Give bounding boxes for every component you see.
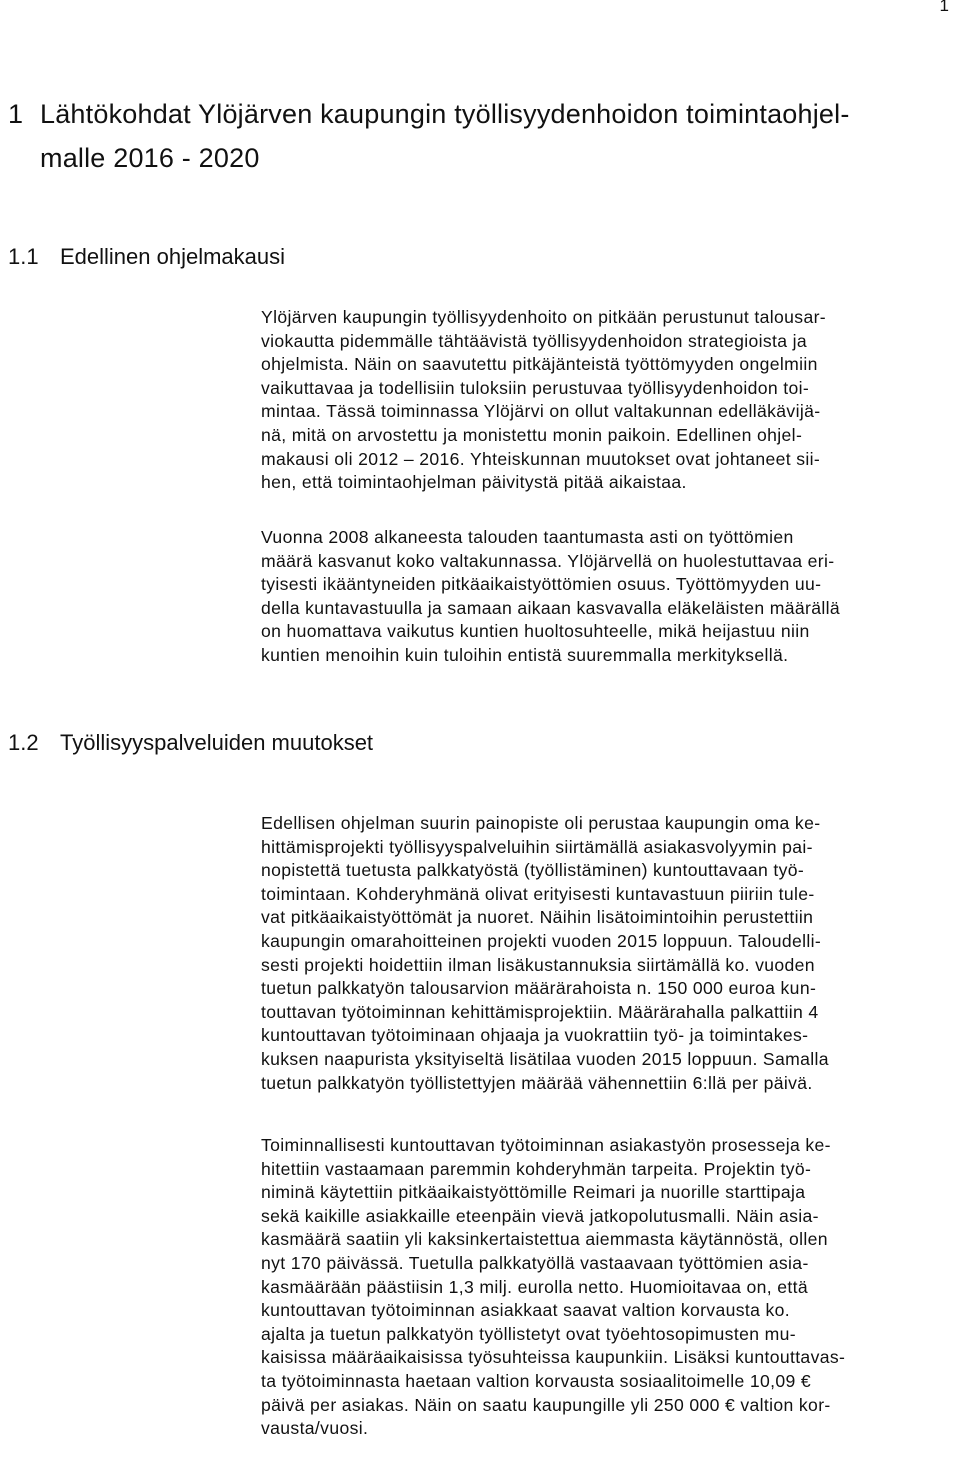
paragraph xyxy=(261,1134,956,1441)
text-line: ohjelmista. Näin on saavutettu pitkäjänteistä työttömyyden ongelmiin xyxy=(261,354,818,375)
text-line: hittämisprojekti työllisyyspalveluihin siirtämällä asiakasvolyymin pai- xyxy=(261,836,813,857)
text-line: vausta/vuosi. xyxy=(261,1418,369,1439)
text-line: kuntouttavan työtoiminnan asiakkaat saavat valtion korvausta ko. xyxy=(261,1300,791,1321)
section-number: 1.1 xyxy=(8,244,39,269)
text-line: ta työtoiminnasta haetaan valtion korvausta sosiaalitoimelle 10,09 € xyxy=(261,1370,811,1391)
text-line: on huomattava vaikutus kuntien huoltosuhteelle, mikä heijastuu niin xyxy=(261,621,810,642)
text-line: kuntien menoihin kuin tuloihin entistä suuremmalla merkityksellä. xyxy=(261,644,789,665)
text-line: tuetun palkkatyön talousarvion määrärahoista n. 150 000 euroa kun- xyxy=(261,978,817,999)
text-line: Ylöjärven kaupungin työllisyydenhoito on pitkään perustunut talousar- xyxy=(261,307,827,327)
text-line: kasmäärään päästiisin 1,3 milj. eurolla netto. Huomioitavaa on, että xyxy=(261,1276,809,1297)
text-line: mintaa. Tässä toiminnassa Ylöjärvi on ollut valtakunnan edelläkävijä- xyxy=(261,401,821,422)
paragraph xyxy=(261,812,956,1095)
text-line: nyt 170 päivässä. Tuetulla palkkatyöllä vastaavaan työttömien asia- xyxy=(261,1252,809,1273)
text-line: toimintaan. Kohderyhmänä olivat erityisesti kuntavastuun piiriin tule- xyxy=(261,883,815,904)
section-heading-1-2 xyxy=(8,729,373,757)
page-number: 1 xyxy=(939,0,949,15)
text-line: touttavan työtoiminnan kehittämisprojektiin. Määrärahalla palkattiin 4 xyxy=(261,1001,819,1022)
text-line: sesti projekti hoidettiin ilman lisäkustannuksia siirtämällä ko. vuoden xyxy=(261,954,815,975)
main-heading-number: 1 xyxy=(8,99,24,129)
text-line: hitettiin vastaamaan paremmin kohderyhmän tarpeita. Projektin työ- xyxy=(261,1158,812,1179)
text-line: tuetun palkkatyön työllistettyjen määrää vähennettiin 6:llä per päivä. xyxy=(261,1072,813,1093)
text-line: ajalta ja tuetun palkkatyön työllistetyt ovat työehtosopimusten mu- xyxy=(261,1323,796,1344)
text-line: kasmäärä saatiin yli kaksinkertaistettua aiemmasta käytännöstä, ollen xyxy=(261,1229,828,1250)
text-line: vat pitkäaikaistyöttömät ja nuoret. Näihin lisätoimintoihin perustettiin xyxy=(261,907,814,928)
paragraph xyxy=(261,306,956,495)
text-line: makausi oli 2012 – 2016. Yhteiskunnan muutokset ovat johtaneet sii- xyxy=(261,448,821,469)
section-heading-1-1 xyxy=(8,243,285,271)
main-heading-line2: malle 2016 - 2020 xyxy=(40,143,260,173)
section-number: 1.2 xyxy=(8,730,39,755)
section-title: Edellinen ohjelmakausi xyxy=(60,244,286,269)
text-line: tyisesti ikääntyneiden pitkäaikaistyöttömien osuus. Työttömyyden uu- xyxy=(261,574,822,595)
text-line: niminä käytettiin pitkäaikaistyöttömille Reimari ja nuorille starttipaja xyxy=(261,1182,806,1203)
text-line: Toiminnallisesti kuntouttavan työtoiminnan asiakastyön prosesseja ke- xyxy=(261,1135,831,1155)
text-line: Vuonna 2008 alkaneesta talouden taantumasta asti on työttömien xyxy=(261,527,794,547)
text-line: hen, että toimintaohjelman päivitystä pitää aikaistaa. xyxy=(261,472,687,493)
text-line: sekä kaikille asiakkaille eteenpäin vievä jatkopolutusmalli. Näin asia- xyxy=(261,1205,819,1226)
text-line: della kuntavastuulla ja samaan aikaan kasvavalla eläkeläisten määrällä xyxy=(261,597,841,618)
main-heading-line1: Lähtökohdat Ylöjärven kaupungin työllisyydenhoidon toimintaohjel- xyxy=(40,99,850,129)
main-heading xyxy=(8,92,948,180)
paragraph xyxy=(261,526,956,668)
text-line: kaupungin omarahoitteinen projekti vuoden 2015 loppuun. Taloudelli- xyxy=(261,930,822,951)
text-line: määrä kasvanut koko valtakunnassa. Ylöjärvellä on huolestuttavaa eri- xyxy=(261,550,835,571)
text-line: päivä per asiakas. Näin on saatu kaupungille yli 250 000 € valtion kor- xyxy=(261,1394,831,1415)
text-line: Edellisen ohjelman suurin painopiste oli perustaa kaupungin oma ke- xyxy=(261,813,821,833)
section-title: Työllisyyspalveluiden muutokset xyxy=(60,730,374,755)
text-line: kuntouttavan työtoiminaan ohjaaja ja vuokrattiin työ- ja toimintakes- xyxy=(261,1025,809,1046)
text-line: viokautta pidemmälle tähtäävistä työllisyydenhoidon strategioista ja xyxy=(261,330,808,351)
text-line: nopistettä tuetusta palkkatyöstä (työllistäminen) kuntouttavaan työ- xyxy=(261,860,805,881)
text-line: kaisissa määräaikaisissa työsuhteissa kaupunkiin. Lisäksi kuntouttavas- xyxy=(261,1347,846,1368)
text-line: vaikuttavaa ja todellisiin tuloksiin perustuvaa työllisyydenhoidon toi- xyxy=(261,377,810,398)
text-line: nä, mitä on arvostettu ja monistettu monin paikoin. Edellinen ohjel- xyxy=(261,424,803,445)
text-line: kuksen naapurista yksityiseltä lisätilaa vuoden 2015 loppuun. Samalla xyxy=(261,1048,829,1069)
